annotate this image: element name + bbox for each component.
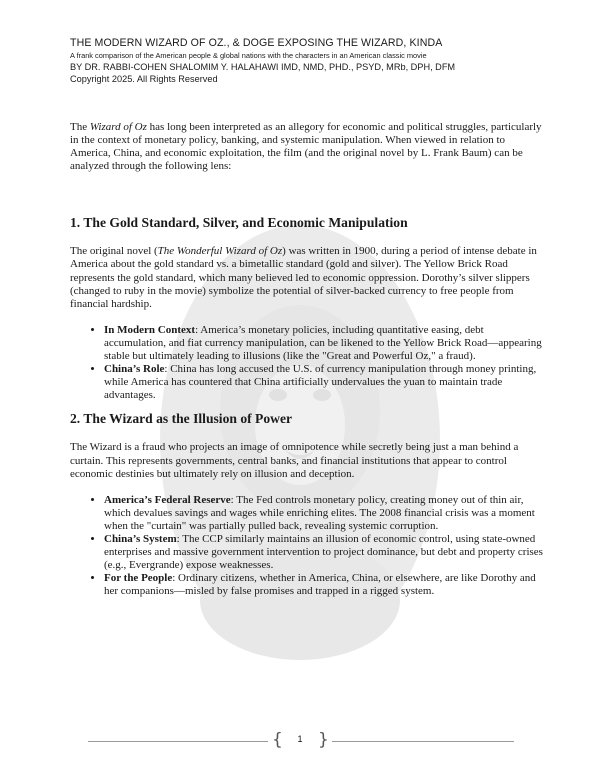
section-2-heading: 2. The Wizard as the Illusion of Power [70, 411, 293, 427]
section-1-bullet-list [70, 324, 544, 403]
document-body [70, 121, 544, 598]
author-line: BY DR. RABBI-COHEN SHALOMIM Y. HALAHAWI IMD, NMD, PHD., PSYD, MRb, DPH, DFM [70, 62, 456, 72]
section-1-heading: 1. The Gold Standard, Silver, and Economic Manipulation [70, 215, 408, 231]
footer-bracket-left: { [272, 730, 283, 750]
footer-rule-right [332, 741, 514, 742]
footer-bracket-right: } [318, 730, 329, 750]
document-header [70, 36, 570, 85]
list-item: • America’s Federal Reserve: The Fed controls monetary policy, creating money out of thin air, which devalues savings and wages while enriching elites. The 2008 financial crisis was a moment when the "curtain" was partially pulled back, revealing systemic corruption. [104, 494, 544, 533]
section-1-paragraph: The original novel (The Wonderful Wizard of Oz) was written in 1900, during a period of intense debate in America about the gold standard vs. a bimetallic standard (gold and silver). The Yellow Brick Road represents the gold standard, which many believed led to economic oppression. Dorothy’s silver slippers (changed to ruby in the movie) symbolize the potential of silver-backed currency to free people from financial hardship. [70, 245, 537, 310]
document-title: THE MODERN WIZARD OF OZ., & DOGE EXPOSING THE WIZARD, KINDA [70, 37, 443, 49]
footer-rule-left [88, 741, 268, 742]
page-number: 1 [297, 734, 303, 744]
document-subtitle: A frank comparison of the American people & global nations with the characters in an American classic movie [70, 51, 427, 60]
section-2-paragraph: The Wizard is a fraud who projects an image of omnipotence while secretly being just a man behind a curtain. This represents governments, central banks, and financial institutions that appear to control economic destinies but ultimately rely on illusion and deception. [70, 441, 519, 480]
section-2-bullet-list [70, 494, 544, 599]
novel-title-reference: The Wonderful Wizard of Oz [157, 245, 283, 258]
list-item: • For the People: Ordinary citizens, whether in America, China, or elsewhere, are like Dorothy and her companions—misled by false promises and trapped in a rigged system. [104, 572, 544, 598]
list-item: • China’s Role: China has long accused the U.S. of currency manipulation through money printing, while America has countered that China artificially undervalues the yuan to maintain trade advantages. [104, 363, 544, 402]
copyright-line: Copyright 2025. All Rights Reserved [70, 74, 218, 84]
title-reference: Wizard of Oz [89, 121, 147, 133]
list-item: • In Modern Context: America’s monetary policies, including quantitative easing, debt accumulation, and fiat currency manipulation, can be likened to the Yellow Brick Road—appearing stable but ultimately leading to illusions (like the "Great and Powerful Oz," a fraud). [104, 324, 544, 363]
intro-paragraph: The Wizard of Oz has long been interpreted as an allegory for economic and political struggles, particularly in the context of monetary policy, banking, and systemic manipulation. When viewed in relation to America, China, and economic exploitation, the film (and the original novel by L. Frank Baum) can be analyzed through the following lens: [70, 121, 542, 173]
page-footer [0, 731, 600, 751]
list-item: • China’s System: The CCP similarly maintains an illusion of economic control, using state-owned enterprises and massive government intervention to project dominance, but debt and property crises (e.g., Evergrande) expose weaknesses. [104, 533, 544, 572]
